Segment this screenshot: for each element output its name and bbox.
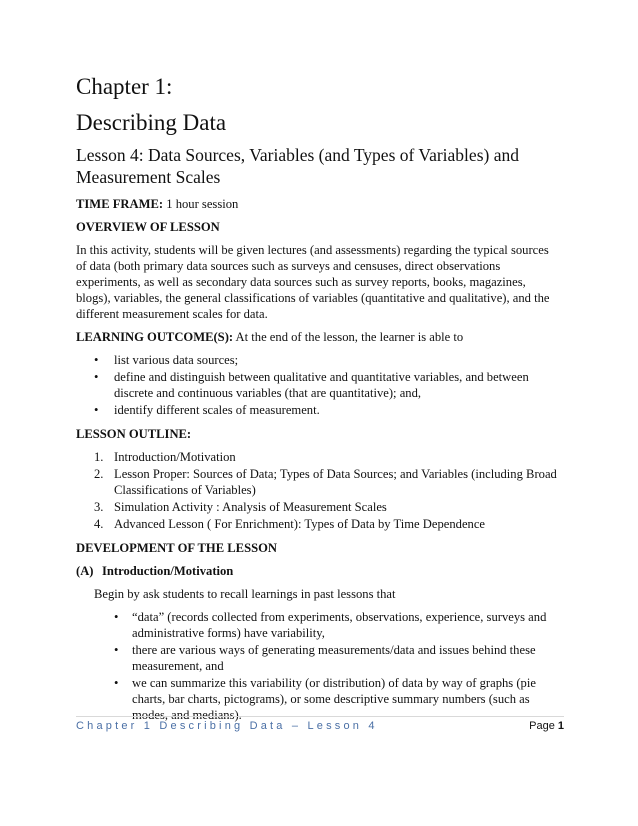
list-item xyxy=(76,609,562,641)
list-item-text: Advanced Lesson ( For Enrichment): Types of Data by Time Dependence xyxy=(114,517,486,531)
list-item xyxy=(76,499,562,515)
list-item xyxy=(76,369,562,401)
chapter-line: Chapter 1: xyxy=(76,74,173,99)
bullet-icon: • xyxy=(114,643,119,657)
list-number: 2. xyxy=(94,467,104,481)
list-item-text: Simulation Activity : Analysis of Measurement Scales xyxy=(114,500,387,514)
bullet-icon: • xyxy=(94,370,99,384)
development-heading: DEVELOPMENT OF THE LESSON xyxy=(76,541,277,555)
lesson-title: Lesson 4: Data Sources, Variables (and Types of Variables) and Measurement Scales xyxy=(76,145,519,187)
time-frame xyxy=(76,196,562,212)
list-item-text: define and distinguish between qualitative and quantitative variables, and between discrete and continuous variables (that are quantitative); and, xyxy=(114,370,529,400)
overview-text: In this activity, students will be given lectures (and assessments) regarding the typical sources of data (both primary data sources such as surveys and censuses, direct observations experiments, as well as secondary data sources such as survey reports, books, magazines, blogs), variables, the general classifications of variables (quantitative and qualitative), and the different measurement scales for data. xyxy=(76,243,550,321)
list-item xyxy=(76,449,562,465)
list-item-text: we can summarize this variability (or distribution) of data by way of graphs (pie charts, bar charts, pictograms), or some descriptive summary numbers (such as modes, and medians). xyxy=(132,676,536,722)
development-intro: Begin by ask students to recall learnings in past lessons that xyxy=(94,587,396,601)
outcomes-list xyxy=(76,352,562,418)
development-list xyxy=(76,609,562,723)
section-a-heading xyxy=(76,563,562,579)
bullet-icon: • xyxy=(114,610,119,624)
bullet-icon: • xyxy=(94,403,99,417)
bullet-icon: • xyxy=(94,353,99,367)
list-item-text: list various data sources; xyxy=(114,353,239,367)
list-item-text: identify different scales of measurement. xyxy=(114,403,320,417)
time-frame-label: TIME FRAME: xyxy=(76,197,164,211)
page-footer xyxy=(76,716,564,732)
list-item xyxy=(76,516,562,532)
overview-heading: OVERVIEW OF LESSON xyxy=(76,220,220,234)
footer-title: Chapter 1 Describing Data – Lesson 4 xyxy=(76,720,378,732)
outline-list xyxy=(76,449,562,532)
chapter-title: Describing Data xyxy=(76,110,227,135)
page-number-value: 1 xyxy=(557,720,564,732)
page-number xyxy=(529,720,564,732)
list-item xyxy=(76,642,562,674)
list-item xyxy=(76,352,562,368)
list-item-text: Introduction/Motivation xyxy=(114,450,236,464)
outline-heading: LESSON OUTLINE: xyxy=(76,427,192,441)
outcomes-text: At the end of the lesson, the learner is able to xyxy=(233,330,464,344)
section-a-label: (A) xyxy=(76,564,94,578)
list-number: 3. xyxy=(94,500,104,514)
outcomes-label: LEARNING OUTCOME(S): xyxy=(76,330,234,344)
list-item-text: there are various ways of generating measurements/data and issues behind these measurement, and xyxy=(132,643,536,673)
list-item xyxy=(76,402,562,418)
list-number: 1. xyxy=(94,450,104,464)
list-item-text: Lesson Proper: Sources of Data; Types of Data Sources; and Variables (including Broad Classifications of Variables) xyxy=(114,467,557,497)
section-a-title: Introduction/Motivation xyxy=(102,564,234,578)
time-frame-value: 1 hour session xyxy=(163,197,239,211)
list-item xyxy=(76,466,562,498)
outcomes-intro xyxy=(76,329,562,345)
list-number: 4. xyxy=(94,517,104,531)
list-item-text: “data” (records collected from experiments, observations, experience, surveys and administrative forms) have variability, xyxy=(132,610,547,640)
page-label: Page xyxy=(529,720,558,732)
bullet-icon: • xyxy=(114,676,119,690)
